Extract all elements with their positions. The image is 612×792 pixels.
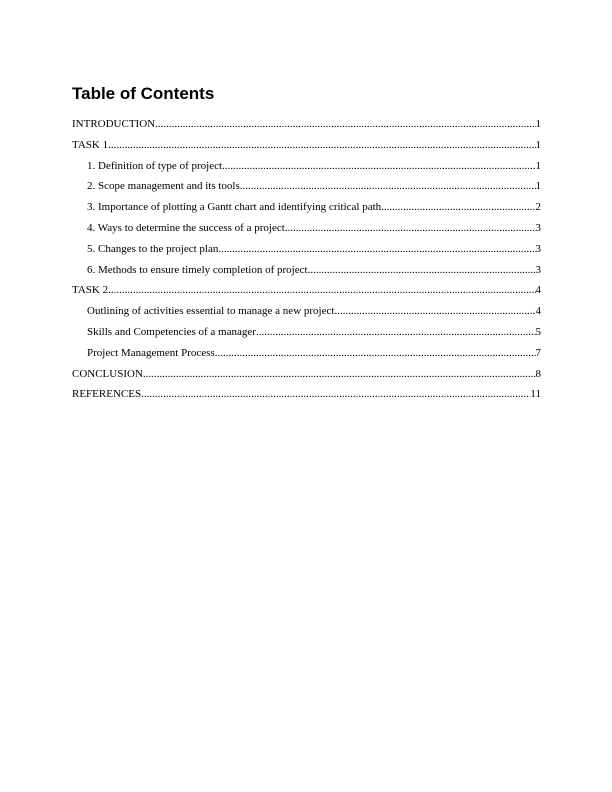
toc-page-number: 7 [535,346,541,359]
toc-page-number: 3 [535,263,541,276]
toc-entry-task-1[interactable] [72,138,541,159]
toc-entry-task-2[interactable] [72,283,541,304]
toc-entry-text: TASK 1 [72,138,109,151]
toc-entry-success-of-project[interactable] [72,221,541,242]
dot-leader [143,367,536,381]
dot-leader [215,346,536,360]
toc-page-number: 3 [535,242,541,255]
toc-entry-outlining-activities[interactable] [72,304,541,325]
toc-page-number: 1 [535,159,541,172]
toc-page-number: 4 [535,305,541,318]
dot-leader [222,159,535,173]
toc-page-number: 5 [535,325,541,338]
toc-entry-text: Skills and Competencies of a manager [87,325,256,338]
toc-entry-text: 5. Changes to the project plan [87,242,219,255]
toc-entry-conclusion[interactable] [72,367,541,388]
toc-list [72,117,541,408]
dot-leader [108,138,535,152]
toc-entry-pm-process[interactable] [72,346,541,367]
toc-entry-text: Outlining of activities essential to manage a new project [87,305,335,318]
toc-entry-text: 4. Ways to determine the success of a project [87,221,285,234]
toc-entry-introduction[interactable] [72,117,541,138]
dot-leader [155,117,535,131]
dot-leader [218,242,535,256]
toc-page-number: 1 [535,180,541,193]
toc-entry-text: TASK 2 [72,284,109,297]
toc-page-number: 8 [535,367,541,380]
toc-entry-timely-completion[interactable] [72,263,541,284]
toc-page-number: 1 [535,118,541,130]
dot-leader [308,263,536,277]
toc-entry-text: 3. Importance of plotting a Gantt chart and identifying critical path [87,201,382,214]
toc-entry-text: INTRODUCTION [72,118,156,130]
toc-entry-text: CONCLUSION [72,367,143,380]
toc-entry-changes-to-plan[interactable] [72,242,541,263]
toc-page-number: 1 [535,138,541,151]
toc-entry-text: 6. Methods to ensure timely completion of project [87,263,308,276]
toc-entry-definition-of-type[interactable] [72,159,541,180]
dot-leader [334,304,535,318]
toc-entry-text: 1. Definition of type of project [87,159,223,172]
toc-page-number: 3 [535,221,541,234]
toc-entry-text: Project Management Process [87,346,215,359]
toc-entry-references[interactable] [72,387,541,408]
dot-leader [240,179,536,193]
toc-page-number: 4 [535,284,541,297]
toc-page-number: 11 [530,388,541,401]
toc-entry-text: 2. Scope management and its tools [87,180,240,193]
toc-entry-skills-competencies[interactable] [72,325,541,346]
dot-leader [285,221,536,235]
toc-entry-text: REFERENCES [72,388,142,401]
dot-leader [141,387,530,401]
dot-leader [108,283,535,297]
toc-entry-gantt-chart[interactable] [72,200,541,221]
dot-leader [256,325,536,339]
toc-entry-scope-management[interactable] [72,179,541,200]
toc-title: Table of Contents [72,84,215,103]
toc-page-number: 2 [535,201,541,214]
dot-leader [381,200,535,214]
